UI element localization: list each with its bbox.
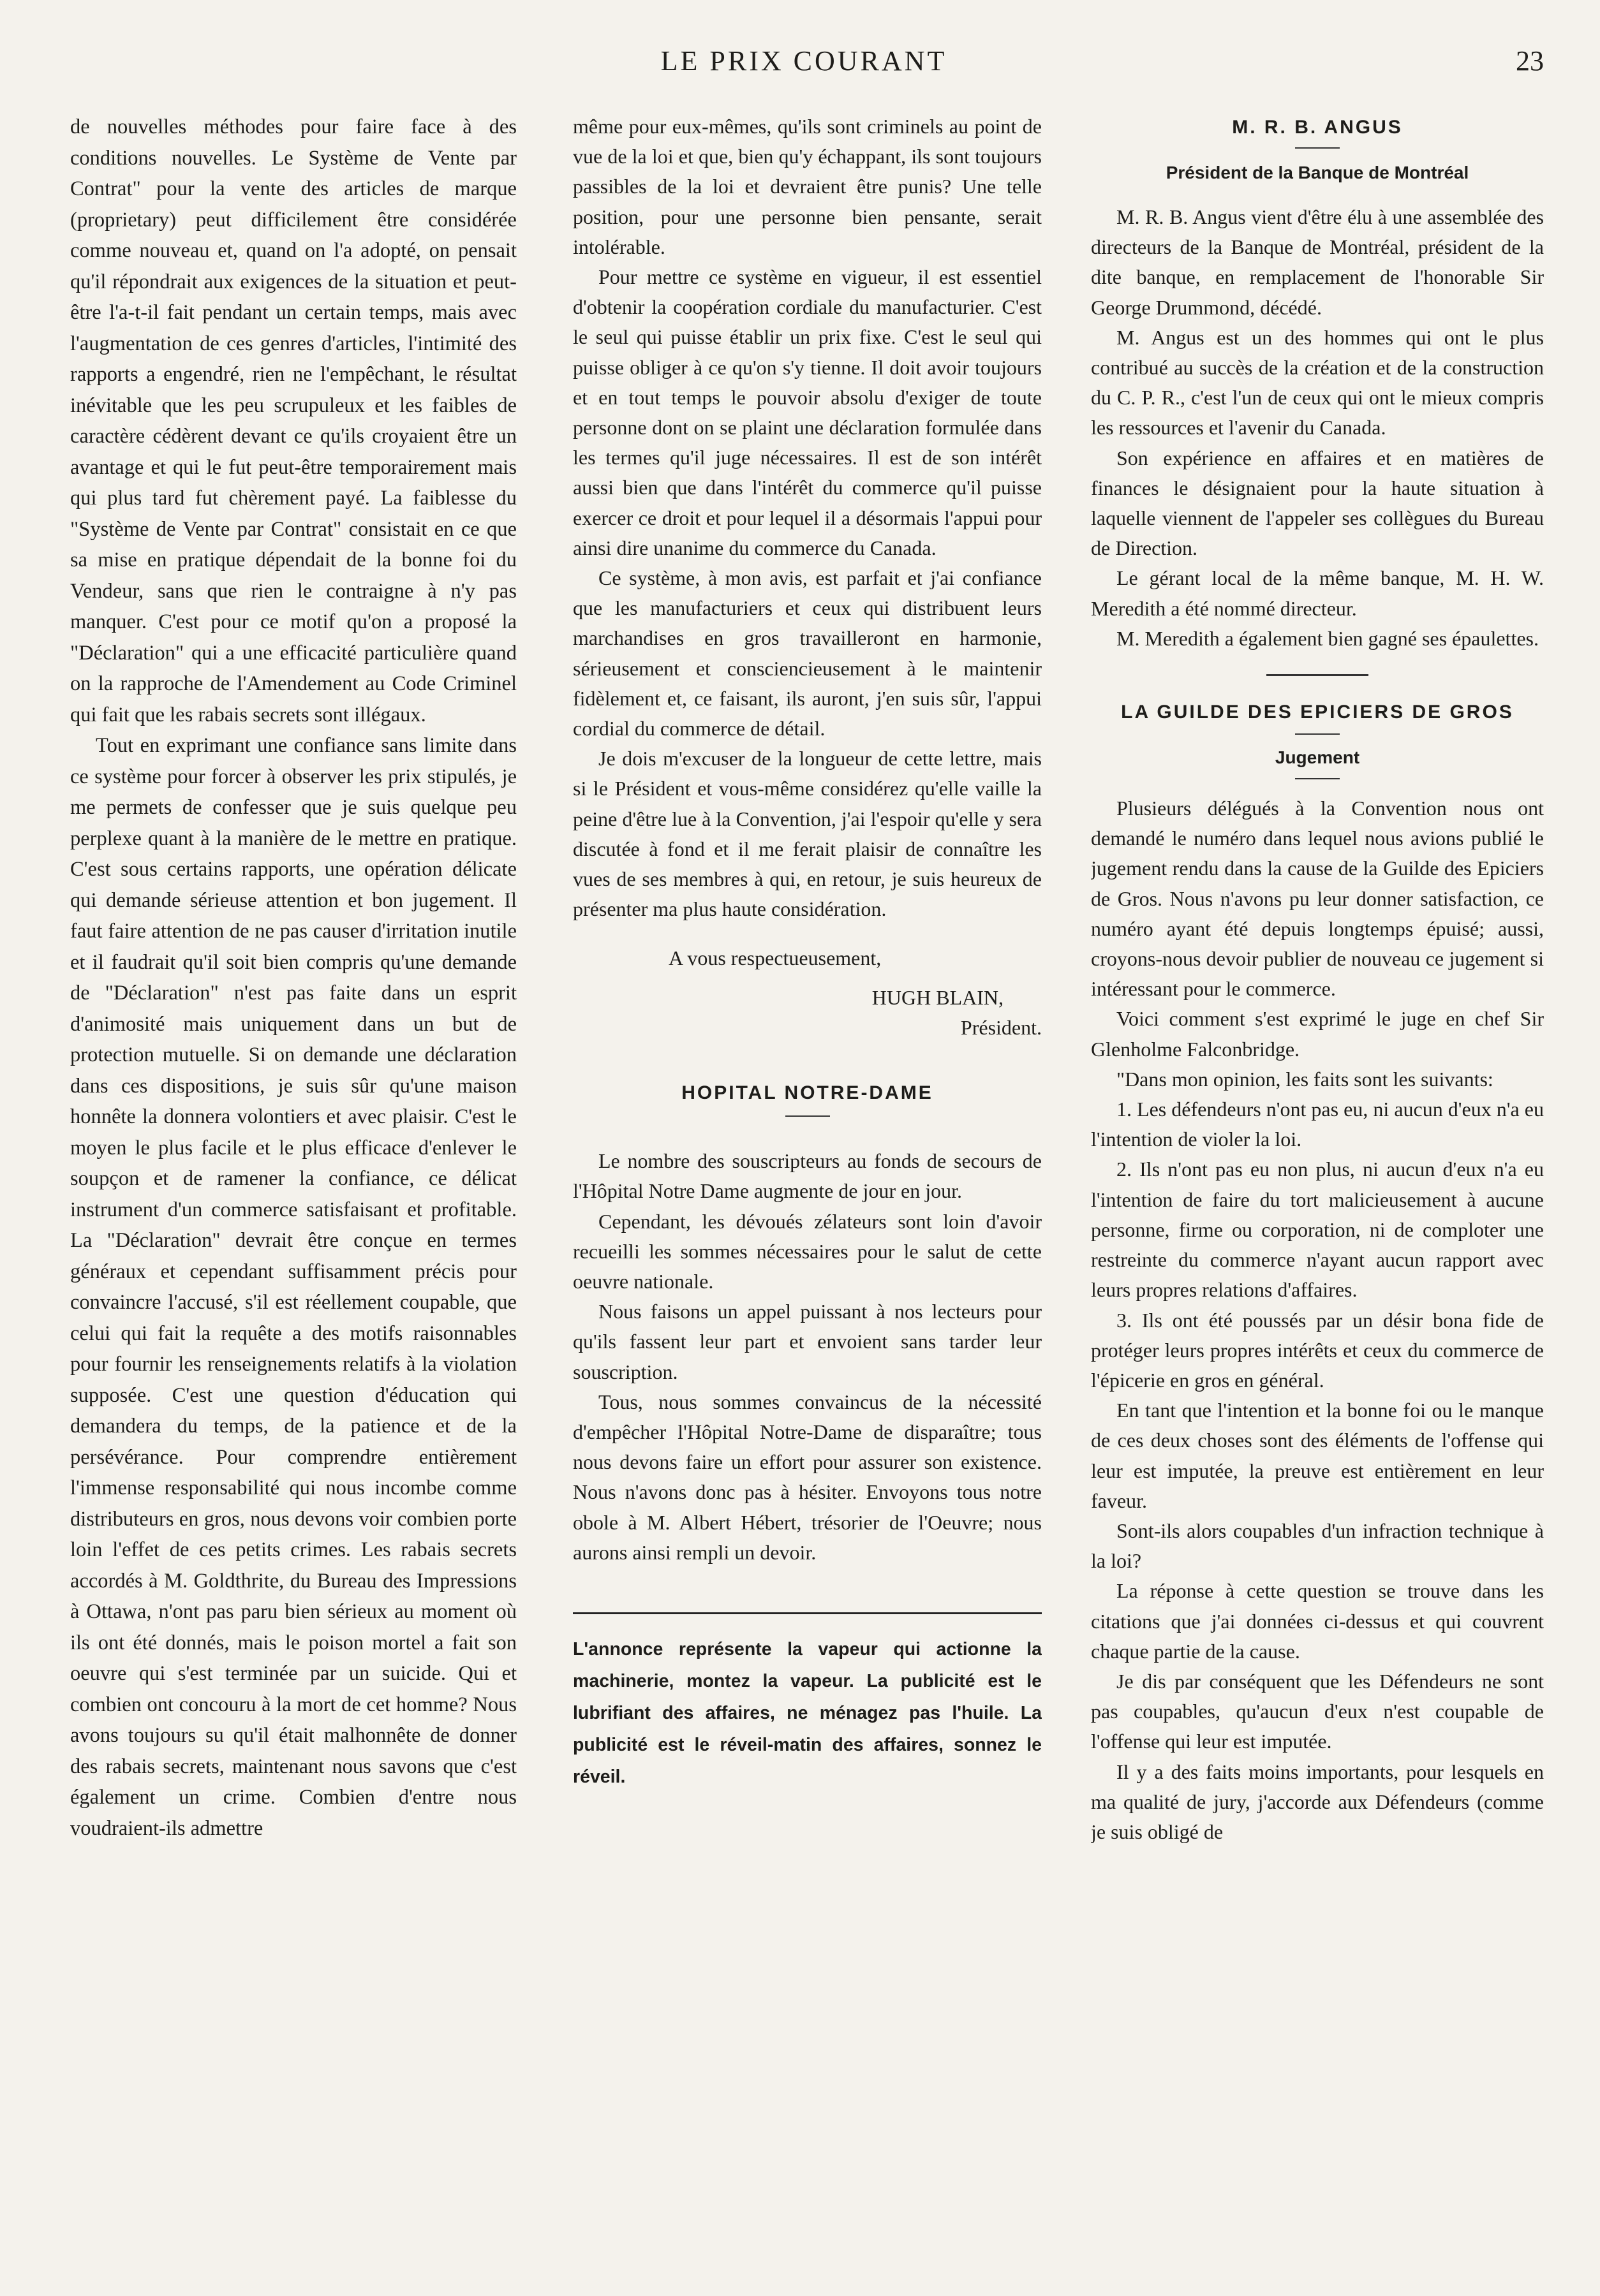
- article-paragraph: 1. Les défendeurs n'ont pas eu, ni aucun d'eux n'a eu l'intention de violer la loi.: [1091, 1098, 1544, 1151]
- article-paragraph: Sont-ils alors coupables d'un infraction technique à la loi?: [1091, 1519, 1544, 1573]
- article-paragraph: Plusieurs délégués à la Convention nous ont demandé le numéro dans lequel nous avions publié le jugement rendu dans la cause de la Guilde des Epiciers de Gros. Nous n'avons pu leur donner satisfaction, ce numéro ayant été depuis longtemps épuisé; aussi, croyons-nous devoir publier de nouveau ce jugement si intéressant pour le commerce.: [1091, 797, 1544, 1001]
- angus-subheading: Président de la Banque de Montréal: [1166, 163, 1469, 182]
- article-paragraph: M. Meredith a également bien gagné ses épaulettes.: [1116, 626, 1539, 650]
- article-paragraph: Cependant, les dévoués zélateurs sont loin d'avoir recueilli les sommes nécessaires pour le salut de cette oeuvre nationale.: [573, 1209, 1042, 1293]
- letter-signature: HUGH BLAIN,: [871, 985, 1004, 1009]
- article-paragraph: M. Angus est un des hommes qui ont le plus contribué au succès de la création et de la construction du C. P. R., c'est l'un de ceux qui ont le mieux compris les ressources et l'avenir du Canada.: [1091, 325, 1544, 439]
- article-paragraph: Je dois m'excuser de la longueur de cette lettre, mais si le Président et vous-même considérez qu'elle vaille la peine d'être lue à la Convention, j'ai l'espoir qu'elle y sera discutée à fond et il me ferait plaisir de connaître les vues de ses membres à qui, en retour, je suis heureux de présenter ma plus haute considération.: [573, 747, 1042, 921]
- article-paragraph: Je dis par conséquent que les Défendeurs ne sont pas coupables, qu'aucun d'eux n'est coupable de l'offense qui leur est imputée.: [1091, 1669, 1544, 1753]
- article-paragraph: de nouvelles méthodes pour faire face à des conditions nouvelles. Le Système de Vente par Contrat" pour la vente des articles de marque (proprietary) peut difficilement être considérée comme nouveau et, quand on l'a adopté, on pensait qu'il répondrait aux exigences de la situation et peut-être l'a-t-il fait pendant un certain temps, mais avec l'augmentation de ces genres d'articles, l'intimité des rapports a engendré, rien ne l'empêchant, le résultat inévitable que les peu scrupuleux et les faibles de caractère cédèrent devant ce qu'ils croyaient être un avantage et qui le fut peut-être temporairement mais qui plus tard fut chèrement payé. La faiblesse du "Système de Vente par Contrat" consistait en ce que sa mise en pratique dépendait de la bonne foi du Vendeur, sans que rien le contraigne à n'y pas manquer. C'est pour ce motif qu'on a proposé la "Déclaration" qui a une efficacité particulière quand on la rapproche de l'Amendement au Code Criminel qui fait que les rabais secrets sont illégaux.: [70, 115, 517, 726]
- section-rule: [1295, 147, 1340, 149]
- signature-title: Président.: [960, 1015, 1042, 1039]
- section-rule: [1295, 778, 1340, 779]
- column-1: [70, 112, 517, 2267]
- article-paragraph: Tout en exprimant une confiance sans limite dans ce système pour forcer à observer les prix stipulés, je me permets de confesser que je suis quelque peu perplexe quant à la manière de le mettre en pratique. C'est sous certains rapports, une opération délicate qui demande sérieuse attention et bon jugement. Il faut faire attention de ne pas causer d'irritation inutile et il faudrait qu'il soit bien compris qu'une demande de "Déclaration" n'est pas faite dans un esprit d'animosité mais uniquement dans un but de protection mutuelle. Si on demande une déclaration dans ces dispositions, je suis sûr qu'une maison honnête la donnera volontiers et avec plaisir. C'est le moyen le plus facile et le plus efficace d'enlever le soupçon et de ramener la confiance, ce délicat instrument d'un commerce satisfaisant et profitable. La "Déclaration" devrait être conçue en termes généraux et cependant suffisamment précis pour convaincre l'accusé, s'il est réellement coupable, que celui qui fait la requête a des motifs raisonnables pour fournir les renseignements relatifs à la violation supposée. C'est une question d'éducation qui demandera du temps, de la patience et de la persévérance. Pour comprendre entièrement l'immense responsabilité qui nous incombe comme distributeurs en gros, nous devons voir combien porte loin l'effet de ces petits crimes. Les rabais secrets accordés à M. Goldthrite, du Bureau des Impressions à Ottawa, n'ont pas paru bien sérieux au moment où ils ont été donnés, mais le poison mortel a fait son oeuvre qui s'est terminée par un suicide. Qui et combien ont concouru à la mort de cet homme? Nous avons toujours su qu'il était malhonnête de donner des rabais secrets, maintenant nous savons que c'est également un crime. Combien d'entre nous voudraient-ils admettre: [70, 734, 517, 1840]
- article-paragraph: Son expérience en affaires et en matières de finances le désignaient pour la haute situation à laquelle viennent de l'appeler ses collègues du Bureau de Direction.: [1091, 446, 1544, 560]
- hopital-heading: HOPITAL NOTRE-DAME: [681, 1082, 933, 1104]
- article-paragraph: Ce système, à mon avis, est parfait et j'ai confiance que les manufacturiers et ceux qui distribuent leurs marchandises en gros travailleront en harmonie, sérieusement et consciencieusement à le maintenir fidèlement et, ce faisant, ils auront, j'en suis sûr, l'appui cordial du commerce de détail.: [573, 566, 1042, 740]
- article-paragraph: Nous faisons un appel puissant à nos lecteurs pour qu'ils fassent leur part et envoient sans tarder leur souscription.: [573, 1300, 1042, 1383]
- article-paragraph: Voici comment s'est exprimé le juge en chef Sir Glenholme Falconbridge.: [1091, 1007, 1544, 1061]
- article-paragraph: En tant que l'intention et la bonne foi ou le manque de ces deux choses sont des éléments de l'offense qui leur est imputée, la preuve est entièrement en leur faveur.: [1091, 1399, 1544, 1512]
- article-paragraph: Le nombre des souscripteurs au fonds de secours de l'Hôpital Notre Dame augmente de jour en jour.: [573, 1149, 1042, 1203]
- page-number: 23: [1516, 45, 1544, 77]
- article-paragraph: 2. Ils n'ont pas eu non plus, ni aucun d'eux n'a eu l'intention de faire du tort malicieusement à aucune personne, firme ou corporation, ni de comploter une restreinte du commerce n'ayant aucun rapport avec leurs propres relations d'affaires.: [1091, 1158, 1544, 1302]
- article-paragraph: Le gérant local de la même banque, M. H. W. Meredith a été nommé directeur.: [1091, 566, 1544, 620]
- article-paragraph: Il y a des faits moins importants, pour lesquels en ma qualité de jury, j'accorde aux Défendeurs (comme je suis obligé de: [1091, 1760, 1544, 1843]
- section-rule: [785, 1115, 830, 1117]
- article-paragraph: Pour mettre ce système en vigueur, il est essentiel d'obtenir la coopération cordiale du manufacturier. C'est le seul qui puisse établir un prix fixe. C'est le seul qui puisse obliger à ce qu'on s'y tienne. Il doit avoir toujours et en tout temps le pouvoir absolu d'exiger de toute personne dont on se plaint une déclaration formulée dans les termes qu'il juge nécessaires. Il est de son intérêt aussi bien que dans l'intérêt du commerce qu'il puisse exercer ce droit et pour lequel il a désormais l'appui pour ainsi dire unanime du commerce du Canada.: [573, 265, 1042, 559]
- section-divider: [1266, 674, 1368, 676]
- article-paragraph: Tous, nous sommes convaincus de la nécessité d'empêcher l'Hôpital Notre-Dame de disparaître; tous nous devons faire un effort pour assurer son existence. Nous n'avons donc pas à hésiter. Envoyons tous notre obole à M. Albert Hébert, trésorier de l'Oeuvre; nous aurons ainsi rempli un devoir.: [573, 1390, 1042, 1564]
- angus-heading: M. R. B. ANGUS: [1232, 117, 1403, 138]
- article-paragraph: M. R. B. Angus vient d'être élu à une assemblée des directeurs de la Banque de Montréal, président de la dite banque, en remplacement de l'honorable Sir George Drummond, décédé.: [1091, 205, 1544, 319]
- guilde-subheading: Jugement: [1275, 747, 1360, 768]
- page-header: [64, 45, 1544, 83]
- publication-title: LE PRIX COURANT: [660, 45, 947, 77]
- article-paragraph: "Dans mon opinion, les faits sont les suivants:: [1116, 1067, 1493, 1091]
- article-paragraph: 3. Ils ont été poussés par un désir bona fide de protéger leurs propres intérêts et ceux du commerce de l'épicerie en gros en général.: [1091, 1308, 1544, 1392]
- column-2: [573, 112, 1042, 2267]
- section-rule: [1295, 733, 1340, 735]
- letter-closing: A vous respectueusement,: [669, 946, 882, 970]
- article-paragraph: La réponse à cette question se trouve dans les citations que j'ai données ci-dessus et qui couvrent chaque partie de la cause.: [1091, 1579, 1544, 1663]
- column-3: [1091, 112, 1544, 2267]
- advertisement-box: L'annonce représente la vapeur qui actionne la machinerie, montez la vapeur. La publicité est le lubrifiant des affaires, ne ménagez pas l'huile. La publicité est le réveil-matin des affaires, sonnez le réveil.: [573, 1612, 1042, 1793]
- guilde-heading: LA GUILDE DES EPICIERS DE GROS: [1121, 702, 1514, 723]
- article-paragraph: même pour eux-mêmes, qu'ils sont criminels au point de vue de la loi et que, bien qu'y échappant, ils sont toujours passibles de la loi et devraient être punis? Une telle position, pour une personne bien pensante, serait intolérable.: [573, 115, 1042, 258]
